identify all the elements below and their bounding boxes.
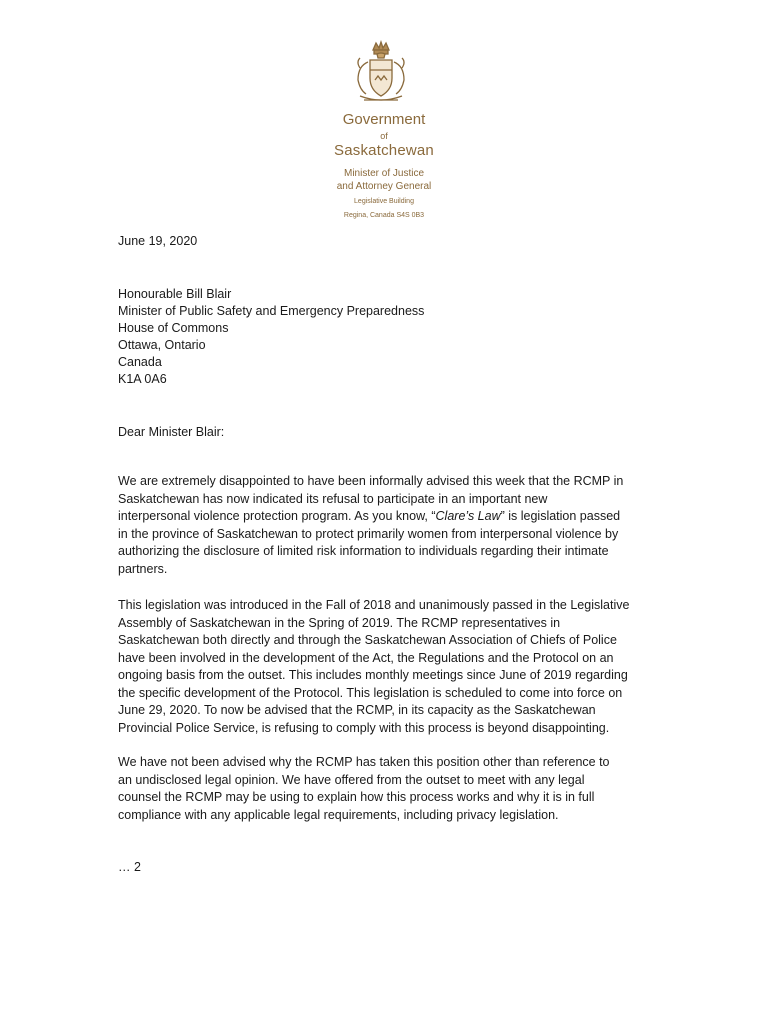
letter-date: June 19, 2020 bbox=[118, 234, 198, 248]
p2-line: have been involved in the development of the Act, the Regulations and the Protocol on an bbox=[118, 650, 614, 665]
letterhead-of: of bbox=[380, 131, 388, 141]
p1-line: We are extremely disappointed to have been informally advised this week that the RCMP in bbox=[118, 474, 624, 488]
p2-line: June 29, 2020. To now be advised that the RCMP, in its capacity as the Saskatchewan bbox=[118, 703, 596, 717]
p3-line: We have not been advised why the RCMP has taken this position other than reference to bbox=[118, 755, 610, 769]
p3-line: an undisclosed legal opinion. We have offered from the outset to meet with any legal bbox=[118, 772, 585, 787]
recipient-city: Ottawa, Ontario bbox=[118, 338, 206, 352]
p1-line3-start: interpersonal violence protection program. As you know, “ bbox=[118, 509, 436, 523]
recipient-postal: K1A 0A6 bbox=[118, 372, 167, 386]
p1-line bbox=[118, 508, 638, 526]
p2-line: the specific development of the Protocol. This legislation is scheduled to come into force on bbox=[118, 685, 623, 700]
page-continuation: … 2 bbox=[118, 860, 141, 874]
letterhead-office-line2: and Attorney General bbox=[336, 181, 432, 192]
p1-line: authorizing the disclosure of limited risk information to individuals regarding their intimate bbox=[118, 544, 609, 558]
letterhead-province: Saskatchewan bbox=[334, 142, 434, 159]
p2-line: This legislation was introduced in the Fall of 2018 and unanimously passed in the Legislative bbox=[118, 598, 630, 612]
p2-line: Provincial Police Service, is refusing to comply with this process is beyond disappointing. bbox=[118, 720, 610, 735]
recipient-org: House of Commons bbox=[118, 321, 229, 335]
p1-line: partners. bbox=[118, 561, 168, 576]
p1-line3-end: ” is legislation passed bbox=[500, 509, 621, 523]
paragraph-1 bbox=[118, 473, 638, 578]
paragraph-2 bbox=[118, 597, 638, 737]
p3-line: counsel the RCMP may be using to explain how this process works and why it is in full bbox=[118, 790, 595, 804]
letterhead-address-line2: Regina, Canada S4S 0B3 bbox=[343, 212, 425, 219]
recipient-name: Honourable Bill Blair bbox=[118, 287, 232, 301]
p2-line: Saskatchewan both directly and through the Saskatchewan Association of Chiefs of Police bbox=[118, 633, 617, 647]
letterhead-government: Government bbox=[342, 111, 426, 128]
recipient-country: Canada bbox=[118, 355, 162, 369]
p1-line: Saskatchewan has now indicated its refusal to participate in an important new bbox=[118, 491, 548, 506]
p1-line: in the province of Saskatchewan to protect primarily women from interpersonal violence by bbox=[118, 526, 619, 541]
letterhead-address-line1: Legislative Building bbox=[354, 198, 414, 205]
p2-line: ongoing basis from the outset. This includes monthly meetings since June of 2019 regarding bbox=[118, 668, 628, 682]
paragraph-3 bbox=[118, 754, 638, 824]
letterhead-office-line1: Minister of Justice bbox=[343, 168, 425, 179]
saskatchewan-coat-of-arms-icon bbox=[346, 40, 416, 106]
recipient-title: Minister of Public Safety and Emergency Preparedness bbox=[118, 304, 425, 318]
salutation: Dear Minister Blair: bbox=[118, 425, 225, 439]
p2-line: Assembly of Saskatchewan in the Spring of 2019. The RCMP representatives in bbox=[118, 615, 561, 630]
p3-line: compliance with any applicable legal requirements, including privacy legislation. bbox=[118, 807, 559, 822]
clares-law-title: Clare’s Law bbox=[435, 509, 501, 523]
